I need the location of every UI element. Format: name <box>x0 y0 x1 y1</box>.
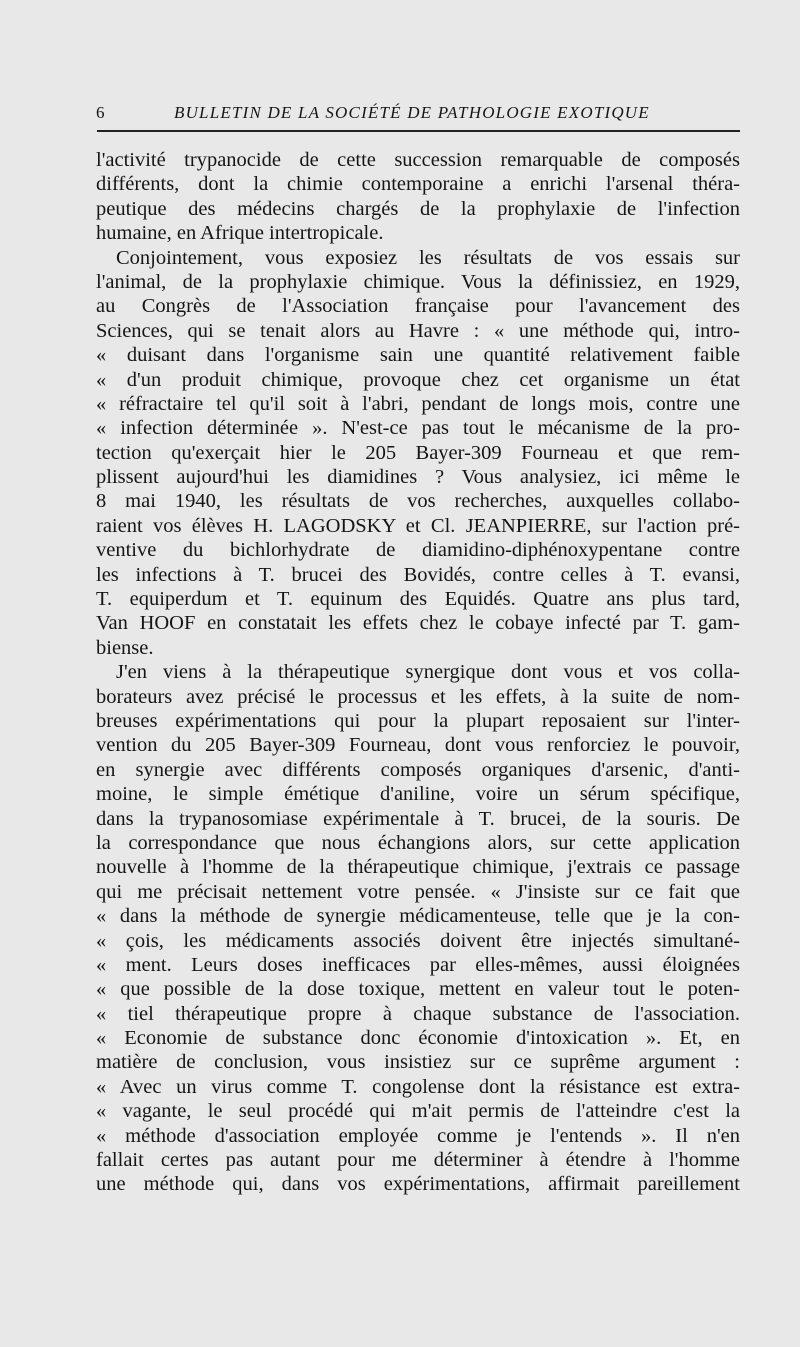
text-line: Sciences, qui se tenait alors au Havre : « une méthode qui, intro- <box>96 319 740 342</box>
text-line: qui me précisait nettement votre pensée. « J'insiste sur ce fait que <box>96 880 740 903</box>
text-line: dans la trypanosomiase expérimentale à T. brucei, de la souris. De <box>96 807 740 830</box>
text-line: biense. <box>96 636 154 659</box>
text-line: au Congrès de l'Association française pour l'avancement des <box>96 295 740 318</box>
text-line: moine, le simple émétique d'aniline, voire un sérum spécifique, <box>96 783 740 806</box>
text-line: vention du 205 Bayer-309 Fourneau, dont vous renforciez le pouvoir, <box>96 734 740 757</box>
text-line: plissent aujourd'hui les diamidines ? Vous analysiez, ici même le <box>96 466 740 489</box>
body-text <box>96 148 740 1197</box>
text-line: « dans la méthode de synergie médicamenteuse, telle que je la con- <box>96 905 740 928</box>
text-line: tection qu'exerçait hier le 205 Bayer-309 Fourneau et que rem- <box>96 441 740 464</box>
text-line: l'activité trypanocide de cette succession remarquable de composés <box>96 149 740 171</box>
text-line: « ment. Leurs doses inefficaces par elles-mêmes, aussi éloignées <box>96 953 740 976</box>
text-line: la correspondance que nous échangions alors, sur cette application <box>96 831 740 854</box>
text-line: J'en viens à la thérapeutique synergique dont vous et vos colla- <box>116 661 740 684</box>
header-rule <box>97 130 740 132</box>
text-line: « méthode d'association employée comme je l'entends ». Il n'en <box>96 1124 740 1147</box>
text-line: « infection déterminée ». N'est-ce pas tout le mécanisme de la pro- <box>96 417 740 440</box>
text-line: « d'un produit chimique, provoque chez cet organisme un état <box>96 368 740 391</box>
text-line: « vagante, le seul procédé qui m'ait permis de l'atteindre c'est la <box>96 1100 740 1123</box>
text-line: Conjointement, vous exposiez les résultats de vos essais sur <box>116 246 740 269</box>
text-line: nouvelle à l'homme de la thérapeutique chimique, j'extrais ce passage <box>96 856 740 879</box>
text-line: Van HOOF en constatait les effets chez le cobaye infecté par T. gam- <box>96 612 740 635</box>
text-line: différents, dont la chimie contemporaine a enrichi l'arsenal théra- <box>96 173 740 196</box>
text-line: « réfractaire tel qu'il soit à l'abri, pendant de longs mois, contre une <box>96 392 740 415</box>
text-line: en synergie avec différents composés organiques d'arsenic, d'anti- <box>96 758 740 781</box>
text-line: une méthode qui, dans vos expérimentations, affirmait pareillement <box>96 1173 740 1196</box>
page-number: 6 <box>96 103 106 122</box>
running-head <box>96 103 740 125</box>
text-line: « çois, les médicaments associés doivent être injectés simultané- <box>96 929 740 952</box>
text-line: raient vos élèves H. LAGODSKY et Cl. JEANPIERRE, sur l'action pré- <box>96 514 740 537</box>
text-line: 8 mai 1940, les résultats de vos recherches, auxquelles collabo- <box>96 490 740 513</box>
text-line: humaine, en Afrique intertropicale. <box>96 222 384 245</box>
text-line: « Economie de substance donc économie d'intoxication ». Et, en <box>96 1027 740 1050</box>
text-line: T. equiperdum et T. equinum des Equidés. Quatre ans plus tard, <box>96 588 740 611</box>
text-line: fallait certes pas autant pour me déterminer à étendre à l'homme <box>96 1149 740 1172</box>
text-line: peutique des médecins chargés de la prophylaxie de l'infection <box>96 197 740 220</box>
text-line: les infections à T. brucei des Bovidés, contre celles à T. evansi, <box>96 563 740 586</box>
text-line: « Avec un virus comme T. congolense dont la résistance est extra- <box>96 1075 740 1098</box>
text-line: breuses expérimentations qui pour la plupart reposaient sur l'inter- <box>96 709 740 732</box>
text-line: l'animal, de la prophylaxie chimique. Vous la définissiez, en 1929, <box>96 270 740 293</box>
text-line: borateurs avez précisé le processus et les effets, à la suite de nom- <box>96 685 740 708</box>
journal-title: BULLETIN DE LA SOCIÉTÉ DE PATHOLOGIE EXOTIQUE <box>174 103 650 122</box>
text-line: « tiel thérapeutique propre à chaque substance de l'association. <box>96 1002 740 1025</box>
text-line: matière de conclusion, vous insistiez sur ce suprême argument : <box>96 1051 740 1074</box>
text-line: « que possible de la dose toxique, mettent en valeur tout le poten- <box>96 978 740 1001</box>
text-line: ventive du bichlorhydrate de diamidino-diphénoxypentane contre <box>96 539 740 562</box>
text-line: « duisant dans l'organisme sain une quantité relativement faible <box>96 344 740 367</box>
